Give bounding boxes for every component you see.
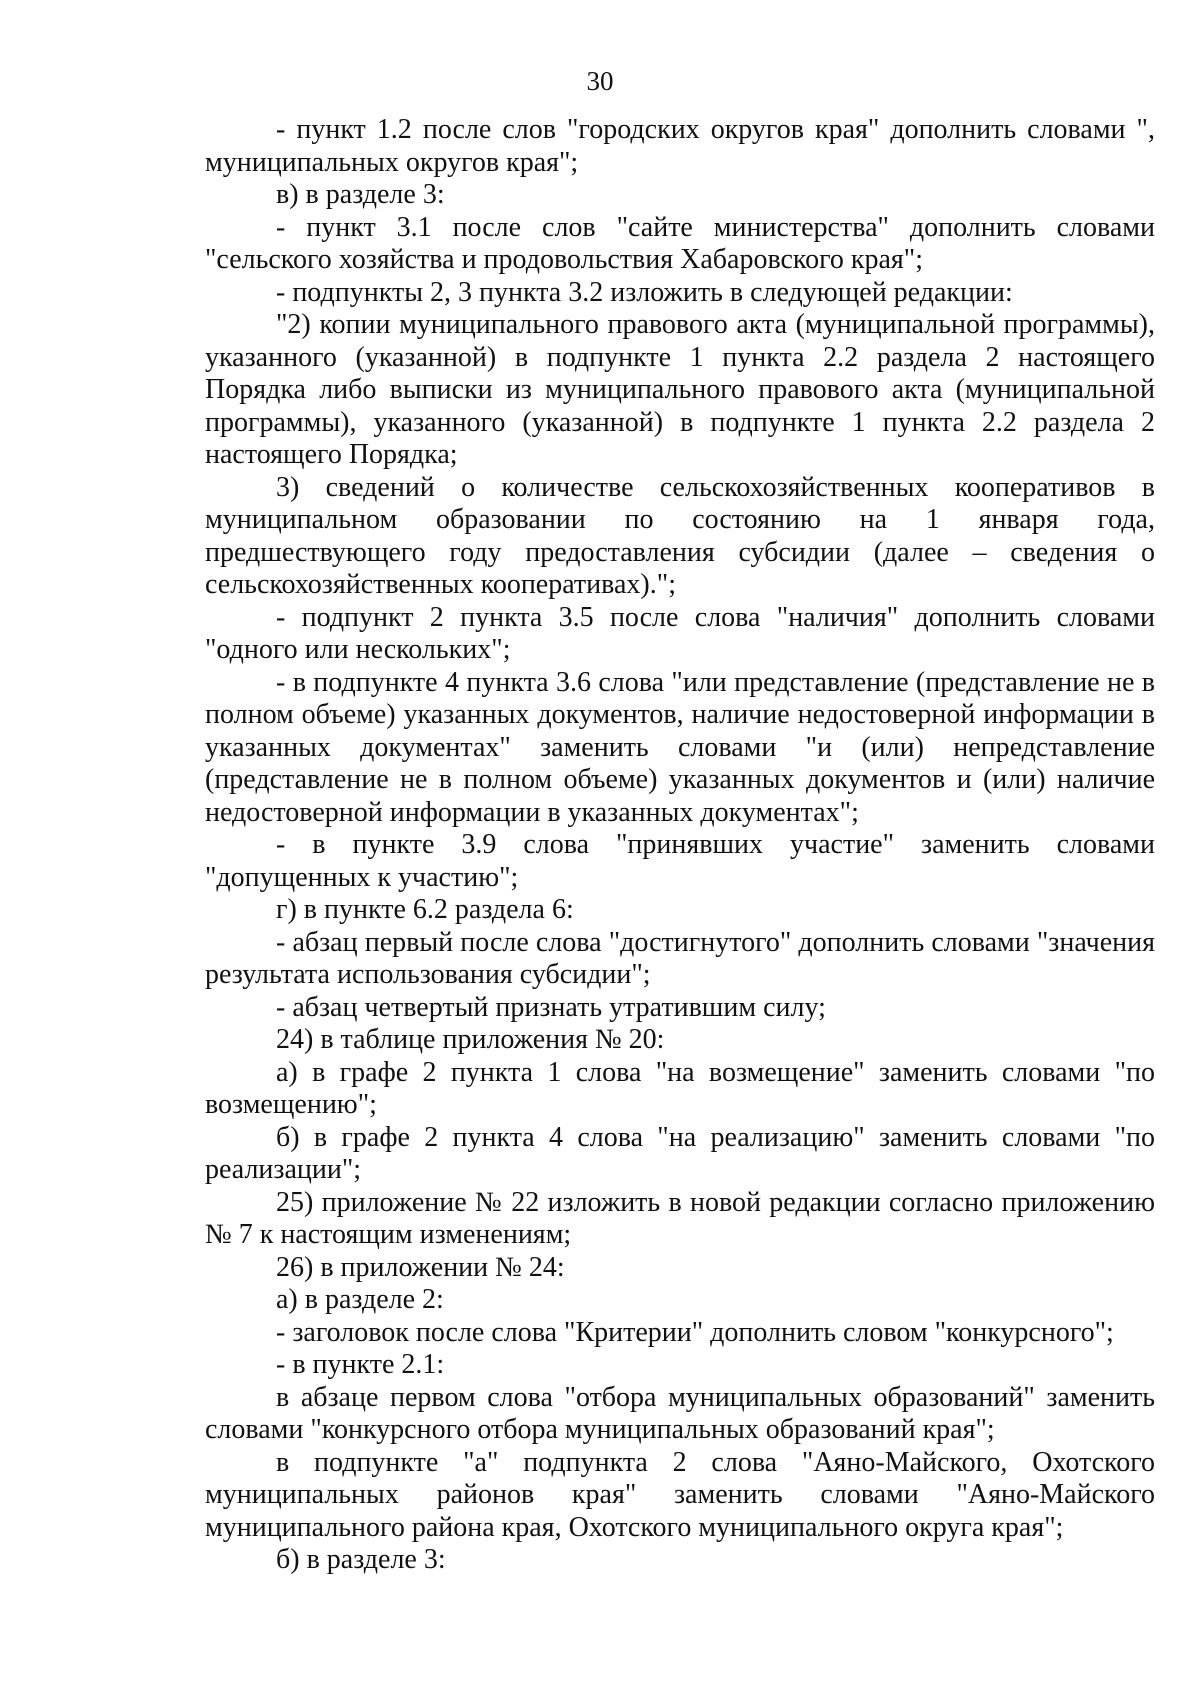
paragraph: - абзац четвертый признать утратившим силу; — [276, 991, 826, 1023]
paragraph: б) в графе 2 пункта 4 слова "на реализацию" заменить словами "по реализации"; — [205, 1121, 1155, 1185]
document-body — [205, 114, 1155, 1577]
paragraph: в) в разделе 3: — [276, 179, 445, 210]
paragraph: а) в графе 2 пункта 1 слова "на возмещение" заменить словами "по возмещению"; — [205, 1056, 1155, 1120]
paragraph: - заголовок после слова "Критерии" дополнить словом "конкурсного"; — [276, 1316, 1114, 1348]
paragraph: 3) сведений о количестве сельскохозяйственных кооперативов в муниципальном образовании по состоянию на 1 января года, предшествующего году предоставления субсидии (далее – сведения о сельскохозяйственных кооперативах)."; — [205, 471, 1155, 600]
paragraph: 25) приложение № 22 изложить в новой редакции согласно приложению № 7 к настоящим изменениям; — [205, 1186, 1155, 1250]
page-number: 30 — [586, 66, 614, 96]
paragraph: а) в разделе 2: — [276, 1284, 444, 1315]
paragraph: - в пункте 3.9 слова "принявших участие" заменить словами "допущенных к участию"; — [205, 829, 1155, 893]
paragraph: б) в разделе 3: — [276, 1544, 446, 1575]
paragraph: - подпункты 2, 3 пункта 3.2 изложить в следующей редакции: — [276, 276, 1013, 308]
paragraph: - пункт 1.2 после слов "городских округов края" дополнить словами ", муниципальных округов края"; — [205, 114, 1155, 178]
paragraph: - в подпункте 4 пункта 3.6 слова "или представление (представление не в полном объеме) указанных документов, наличие недостоверной информации в указанных документах" заменить словами "и (или) непредставление (представление не в полном объеме) указанных документов и (или) наличие недостоверной информации в указанных документах"; — [205, 666, 1155, 828]
paragraph: - подпункт 2 пункта 3.5 после слова "наличия" дополнить словами "одного или нескольких"; — [205, 601, 1155, 665]
paragraph: - абзац первый после слова "достигнутого" дополнить словами "значения результата использования субсидии"; — [205, 926, 1155, 990]
paragraph: 26) в приложении № 24: — [276, 1251, 565, 1283]
paragraph: в абзаце первом слова "отбора муниципальных образований" заменить словами "конкурсного отбора муниципальных образований края"; — [205, 1381, 1155, 1445]
paragraph: - пункт 3.1 после слов "сайте министерства" дополнить словами "сельского хозяйства и продовольствия Хабаровского края"; — [205, 211, 1155, 275]
paragraph: - в пункте 2.1: — [276, 1349, 445, 1380]
paragraph: в подпункте "а" подпункта 2 слова "Аяно-Майского, Охотского муниципальных районов края" заменить словами "Аяно-Майского муниципального района края, Охотского муниципального округа края"; — [205, 1446, 1155, 1543]
paragraph: 24) в таблице приложения № 20: — [276, 1024, 665, 1055]
paragraph: г) в пункте 6.2 раздела 6: — [276, 894, 574, 925]
paragraph: "2) копии муниципального правового акта (муниципальной программы), указанного (указанной) в подпункте 1 пункта 2.2 раздела 2 настоящего Порядка либо выписки из муниципального правового акта (муниципальной программы), указанного (указанной) в подпункте 1 пункта 2.2 раздела 2 настоящего Порядка; — [205, 309, 1155, 470]
